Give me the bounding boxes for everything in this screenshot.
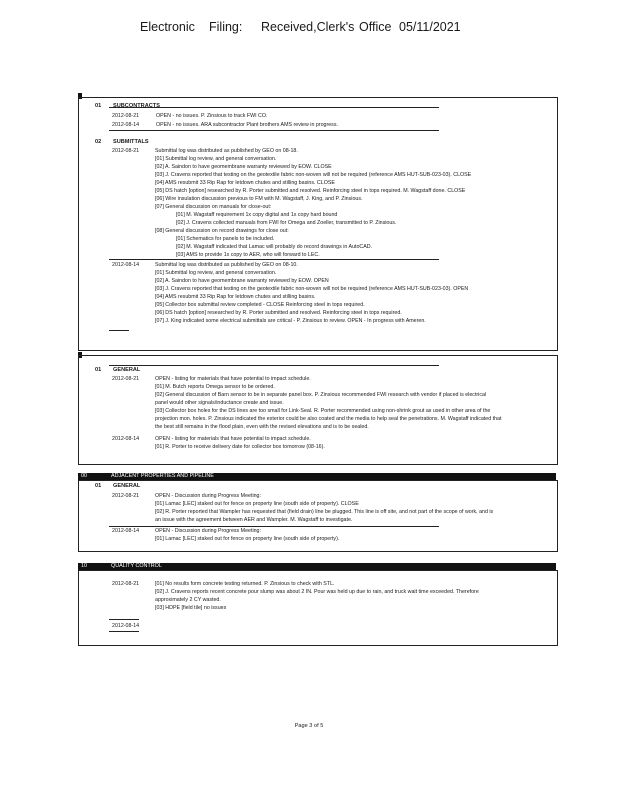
entry-line: [04] AMS resubmit 33 Rip Rap for letdown chutes and stilling basins. xyxy=(155,294,316,300)
page-number: Page 3 of 5 xyxy=(294,723,324,729)
entry-subline: [01] M. Wagstaff requirement 1x copy digital and 1x copy hard bound xyxy=(176,212,338,218)
divider xyxy=(109,631,139,632)
entry-date: 2012-08-14 xyxy=(112,528,140,534)
entry-line: an issue with the agreement between AER and Wampler. M. Wagstaff to investigate. xyxy=(155,517,353,523)
divider xyxy=(109,330,129,331)
section-general xyxy=(78,355,558,465)
entry-line: [01] Submittal log review, and general conversation. xyxy=(155,270,277,276)
entry-line: [03] J. Cravens reported that testing on the geotextile fabric non-woven will not be required (reference AMS HUT-SUB-023-03). CLOSE xyxy=(155,172,472,178)
section-bar-number: 00 xyxy=(81,473,87,479)
entry-line: [01] Submittal log review, and general conversation. xyxy=(155,156,277,162)
entry-date: 2012-08-21 xyxy=(112,113,140,119)
entry-line: [04] AMS resubmit 33 Rip Rap for letdown chutes and stilling basins. CLOSE xyxy=(155,180,335,186)
section-bar-title: ADJACENT PROPERTIES AND PIPELINE xyxy=(111,473,214,479)
entry-date: 2012-08-21 xyxy=(112,581,140,587)
entry-line: [01] R. Porter to receive delivery date for collector box tomorrow (08-16). xyxy=(155,444,325,450)
divider xyxy=(109,365,439,366)
divider xyxy=(109,526,439,527)
divider xyxy=(109,259,439,260)
entry-line: [02] General discussion of Barn sensor to be in separate panel box. P. Zinsious recommended FWI research with vendor if placed is electrical xyxy=(155,392,487,398)
section-adjacent-properties xyxy=(78,480,558,552)
entry-line: [03] J. Cravens reported that testing on the geotextile fabric non-woven will not be required (reference AMS HUT-SUB-023-03). OPEN xyxy=(155,286,469,292)
entry-text: OPEN - no issues. P. Zinsious to track FWI CO. xyxy=(156,113,268,119)
entry-line: [07] J. King indicated some electrical submittals are critical - P. Zinsious to review. OPEN - In progress with Ameren. xyxy=(155,318,426,324)
entry-date: 2012-08-14 xyxy=(112,436,140,442)
entry-line: [05] DS hatch [option] researched by R. Porter submitted and resolved. Reinforcing steel in tops required. M. Wagstaff done. CLOSE xyxy=(155,188,466,194)
entry-line: OPEN - listing for materials that have potential to impact schedule. xyxy=(155,376,311,382)
stamp-word-filing: Filing: xyxy=(209,20,243,34)
stamp-word-office: Office xyxy=(359,20,392,34)
entry-line: projection mon. holes. P. Zinsious indicated the exterior could be also coated and the media to help seal the penetrations. M. Wagstaff indicated that xyxy=(155,416,502,422)
section-subcontracts-submittals xyxy=(78,97,558,351)
entry-line: [07] General discussion on manuals for close-out: xyxy=(155,204,272,210)
entry-line: Submittal log was distributed as published by GEO on 08-10. xyxy=(155,262,298,268)
entry-line: OPEN - Discussion during Progress Meeting: xyxy=(155,493,261,499)
entry-date: 2012-08-14 xyxy=(112,623,140,629)
item-title: SUBMITTALS xyxy=(113,139,149,145)
entry-line: [01] No results form concrete testing returned. P. Zinsious to check with STL. xyxy=(155,581,335,587)
section-quality-control xyxy=(78,570,558,646)
divider xyxy=(109,130,439,131)
section-bar-title: QUALITY CONTROL xyxy=(111,563,162,569)
entry-line: panel would other signals/inductance create and issue. xyxy=(155,400,284,406)
entry-subline: [02] J. Cravens collected manuals from FWI for Omega and Zoeller, transmitted to P. Zinsious. xyxy=(176,220,397,226)
entry-subline: [01] Schematics for panels to be included. xyxy=(176,236,275,242)
entry-line: [06] Wire insulation discussion previous to FM with M. Wagstaff, J. King, and P. Zinsious. xyxy=(155,196,363,202)
item-title: GENERAL xyxy=(113,367,141,373)
item-number: 01 xyxy=(95,367,102,373)
entry-date: 2012-08-21 xyxy=(112,493,140,499)
entry-date: 2012-08-21 xyxy=(112,148,140,154)
item-number: 01 xyxy=(95,103,102,109)
item-number: 02 xyxy=(95,139,102,145)
entry-date: 2012-08-14 xyxy=(112,262,140,268)
item-title: SUBCONTRACTS xyxy=(113,103,160,109)
entry-date: 2012-08-21 xyxy=(112,376,140,382)
entry-line: [03] HDPE [field tile] no issues xyxy=(155,605,227,611)
entry-line: [01] Lamac [LEC] staked out for fence on property line (south side of property). xyxy=(155,536,340,542)
entry-text: OPEN - no issues. ARA subcontractor Plant brothers AMS review in progress. xyxy=(156,122,338,128)
entry-line: OPEN - Discussion during Progress Meeting: xyxy=(155,528,261,534)
filing-stamp-header xyxy=(0,20,618,40)
entry-line: Submittal log was distributed as published by GEO on 08-18. xyxy=(155,148,298,154)
divider xyxy=(109,619,139,620)
stamp-word-received: Received,Clerk's xyxy=(261,20,355,34)
entry-line: [05] Collector box submittal review completed - CLOSE Reinforcing steel in tops required. xyxy=(155,302,365,308)
entry-line: approximately 2 CY wasted. xyxy=(155,597,221,603)
item-title: GENERAL xyxy=(113,483,141,489)
entry-date: 2012-08-14 xyxy=(112,122,140,128)
entry-line: [01] M. Butch reports Omega sensor to be ordered. xyxy=(155,384,275,390)
section-bar-number: 10 xyxy=(81,563,87,569)
entry-subline: [02] M. Wagstaff indicated that Lamac will probably do record drawings in AutoCAD. xyxy=(176,244,373,250)
entry-subline: [03] AMS to provide 1x copy to AER, who will forward to LEC. xyxy=(176,252,320,258)
stamp-date: 05/11/2021 xyxy=(399,20,461,34)
entry-line: [02] A. Saindon to have geomembrane warranty reviewed by EOW. OPEN xyxy=(155,278,329,284)
entry-line: OPEN - listing for materials that have potential to impact schedule. xyxy=(155,436,311,442)
entry-line: [02] R. Porter reported that Wampler has requested that (field drain) line be plugged. This line is off site, and not part of the scope of work, and is xyxy=(155,509,494,515)
stamp-word-electronic: Electronic xyxy=(140,20,195,34)
entry-line: [01] Lamac [LEC] staked out for fence on property line (south side of property). CLOSE xyxy=(155,501,359,507)
entry-line: the best still remains in the flood plain, even with the revised elevations and is to be sealed. xyxy=(155,424,369,430)
item-number: 01 xyxy=(95,483,102,489)
entry-line: [06] DS hatch [option] researched by R. Porter submitted and resolved. Reinforcing steel in tops required. xyxy=(155,310,402,316)
entry-line: [02] J. Cravens reports recent concrete pour slump was about 2 IN. Pour was held up due to rain, and truck wait time exceeded. Therefore xyxy=(155,589,479,595)
entry-line: [02] A. Saindon to have geomembrane warranty reviewed by EOW. CLOSE xyxy=(155,164,332,170)
entry-line: [08] General discussion on record drawings for close out: xyxy=(155,228,289,234)
entry-line: [03] Collector box holes for the DS lines are too small for Link-Seal. R. Porter recommended using non-shrink grout as used in other area of the xyxy=(155,408,491,414)
